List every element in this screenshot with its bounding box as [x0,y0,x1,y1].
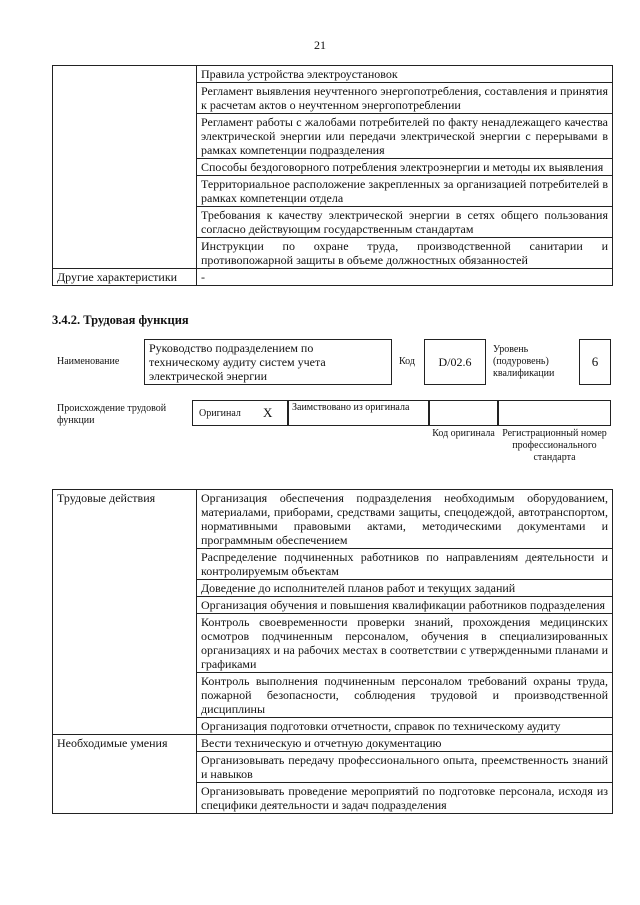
function-name-value: Руководство подразделением по техническому аудиту систем учета электрической энергии [144,339,392,385]
code-original-cell [429,400,498,426]
skill-item: Организовывать передачу профессионального опыта, преемственность знаний и навыков [197,752,613,783]
labor-action-item: Распределение подчиненных работников по направлениям деятельности и контролируемым объектам [197,549,613,580]
knowledge-item: Инструкции по охране труда, производственной санитарии и противопожарной защиты в объеме должностных обязанностей [197,238,613,269]
other-characteristics-label: Другие характеристики [53,269,197,286]
skill-item: Организовывать проведение мероприятий по подготовке персонала, исходя из специфики деятельности и задач подразделения [197,783,613,814]
level-value: 6 [579,339,611,385]
labor-action-item: Контроль выполнения подчиненным персоналом требований охраны труда, пожарной безопасности, соблюдения трудовой и производственной дисциплины [197,673,613,718]
code-label: Код [399,356,415,367]
skills-label: Необходимые умения [53,735,197,814]
labor-action-item: Доведение до исполнителей планов работ и текущих заданий [197,580,613,597]
skill-item: Вести техническую и отчетную документацию [197,735,613,752]
name-label: Наименование [57,356,120,367]
labor-action-item: Организация обучения и повышения квалификации работников подразделения [197,597,613,614]
original-mark: X [263,405,273,420]
level-label: Уровень (подуровень) квалификации [493,344,555,379]
code-value: D/02.6 [424,339,486,385]
reg-number-label: Регистрационный номер профессионального стандарта [502,428,607,463]
knowledge-item: Способы бездоговорного потребления электроэнергии и методы их выявления [197,159,613,176]
labor-action-item: Организация обеспечения подразделения необходимым оборудованием, материалами, приборами, средствами защиты, спецодеждой, автотранспортом, нормативными правовыми актами, методическими документами и программным обеспечением [197,490,613,549]
borrowed-label: Заимствовано из оригинала [288,400,429,426]
page-number: 21 [314,38,326,52]
other-characteristics-value: - [197,269,613,286]
knowledge-table [52,65,613,286]
origin-label: Происхождение трудовой функции [57,403,167,426]
labor-action-item: Организация подготовки отчетности, справок по техническому аудиту [197,718,613,735]
knowledge-item: Регламент работы с жалобами потребителей по факту ненадлежащего качества электрической энергии или передачи электрической энергии с перерывами в рамках компетенции подразделения [197,114,613,159]
code-original-label: Код оригинала [432,428,495,439]
labor-actions-label: Трудовые действия [53,490,197,735]
labor-action-item: Контроль своевременности проверки знаний, прохождения медицинских осмотров подчиненным персоналом, обучения в специализированных организациях и на рабочих местах в соответствии с утвержденными планами и графиками [197,614,613,673]
labor-function-table [52,489,613,814]
knowledge-item: Требования к качеству электрической энергии в сетях общего пользования согласно действующим государственным стандартам [197,207,613,238]
knowledge-item: Регламент выявления неучтенного энергопотребления, составления и принятия к расчетам актов о неучтенном энергопотреблении [197,83,613,114]
original-cell [192,400,288,426]
knowledge-item: Территориальное расположение закрепленных за организацией потребителей в рамках компетенции отдела [197,176,613,207]
knowledge-item: Правила устройства электроустановок [197,66,613,83]
knowledge-label-cell [53,66,197,269]
reg-number-cell [498,400,611,426]
original-label: Оригинал [199,408,241,419]
section-title: 3.4.2. Трудовая функция [52,313,189,327]
